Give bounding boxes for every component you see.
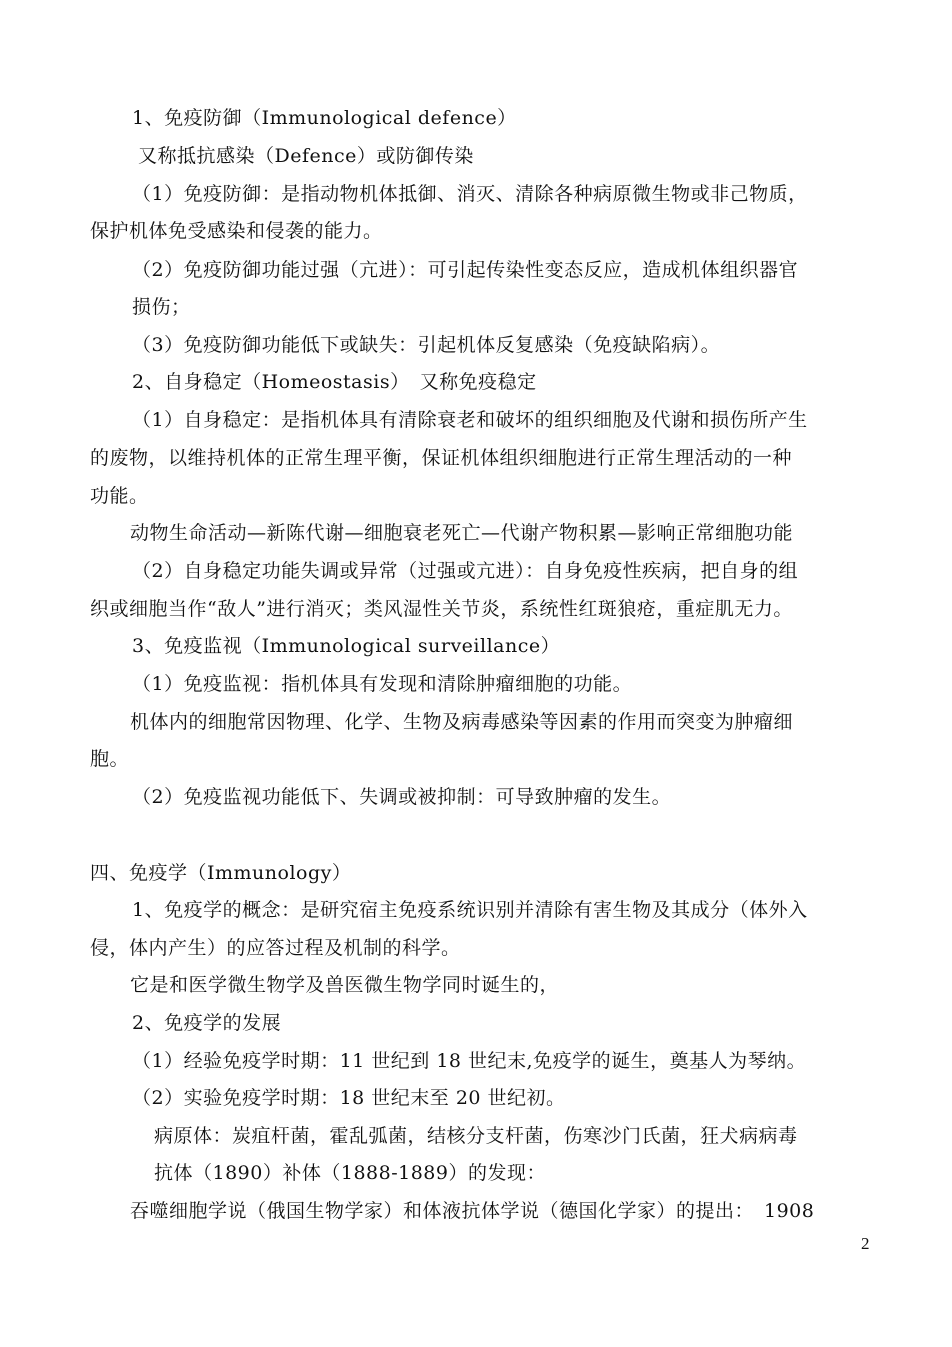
paragraph-line: 又称抵抗感染（Defence）或防御传染 xyxy=(138,145,474,167)
paragraph-line: 侵，体内产生）的应答过程及机制的科学。 xyxy=(90,937,461,959)
paragraph-line: 功能。 xyxy=(90,485,149,507)
paragraph-line: （2）免疫防御功能过强（亢进）：可引起传染性变态反应，造成机体组织器官 xyxy=(132,259,799,281)
paragraph-line: （2）实验免疫学时期：18 世纪末至 20 世纪初。 xyxy=(132,1087,566,1109)
heading-immune-defence: 1、免疫防御（Immunological defence） xyxy=(132,107,517,129)
paragraph-line: 的废物，以维持机体的正常生理平衡，保证机体组织细胞进行正常生理活动的一种 xyxy=(90,447,793,469)
paragraph-line: 织或细胞当作“敌人”进行消灭；类风湿性关节炎，系统性红斑狼疮，重症肌无力。 xyxy=(90,598,793,620)
paragraph-line: （3）免疫防御功能低下或缺失：引起机体反复感染（免疫缺陷病）。 xyxy=(132,334,721,356)
section-heading-immunology: 四、免疫学（Immunology） xyxy=(90,862,352,884)
paragraph-line: （2）免疫监视功能低下、失调或被抑制：可导致肿瘤的发生。 xyxy=(132,786,672,808)
paragraph-line: 机体内的细胞常因物理、化学、生物及病毒感染等因素的作用而突变为肿瘤细 xyxy=(130,711,794,733)
page-number: 2 xyxy=(861,1234,870,1253)
heading-immunology-development: 2、免疫学的发展 xyxy=(132,1012,282,1034)
paragraph-line: 病原体：炭疽杆菌，霍乱弧菌，结核分支杆菌，伤寒沙门氏菌，狂犬病病毒 xyxy=(154,1125,798,1147)
heading-immune-surveillance: 3、免疫监视（Immunological surveillance） xyxy=(132,635,561,657)
paragraph-line: （1）经验免疫学时期：11 世纪到 18 世纪末,免疫学的诞生，奠基人为琴纳。 xyxy=(132,1050,807,1072)
paragraph-line: （1）免疫监视：指机体具有发现和清除肿瘤细胞的功能。 xyxy=(132,673,633,695)
paragraph-line: 1、免疫学的概念：是研究宿主免疫系统识别并清除有害生物及其成分（体外入 xyxy=(132,899,808,921)
paragraph-line: 损伤； xyxy=(132,296,191,318)
heading-homeostasis: 2、自身稳定（Homeostasis） 又称免疫稳定 xyxy=(132,371,537,393)
paragraph-line: 动物生命活动—新陈代谢—细胞衰老死亡—代谢产物积累—影响正常细胞功能 xyxy=(130,522,794,544)
paragraph-line: 保护机体免受感染和侵袭的能力。 xyxy=(90,220,383,242)
paragraph-line: （1）免疫防御：是指动物机体抵御、消灭、清除各种病原微生物或非己物质， xyxy=(132,183,808,205)
paragraph-line: 胞。 xyxy=(90,748,130,770)
paragraph-line: 抗体（1890）补体（1888-1889）的发现： xyxy=(154,1162,546,1184)
paragraph-line: 吞噬细胞学说（俄国生物学家）和体液抗体学说（德国化学家）的提出： 1908 xyxy=(130,1200,815,1222)
paragraph-line: 它是和医学微生物学及兽医微生物学同时诞生的， xyxy=(130,974,560,996)
paragraph-line: （1）自身稳定：是指机体具有清除衰老和破坏的组织细胞及代谢和损伤所产生 xyxy=(132,409,808,431)
paragraph-line: （2）自身稳定功能失调或异常（过强或亢进）：自身免疫性疾病，把自身的组 xyxy=(132,560,799,582)
